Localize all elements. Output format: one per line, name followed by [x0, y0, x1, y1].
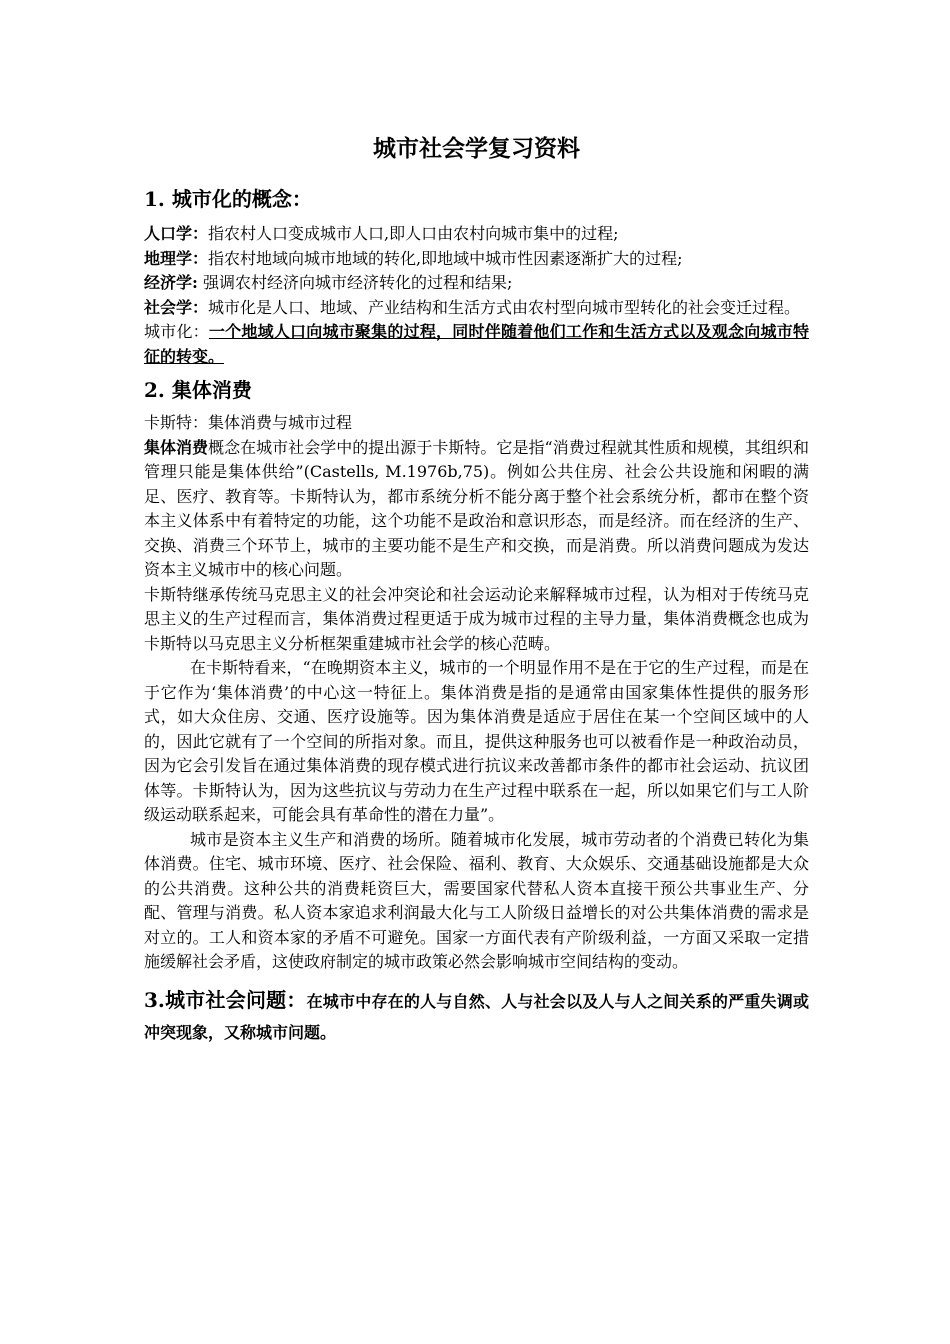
term-label: 集体消费 [144, 437, 209, 457]
definition-geography [144, 247, 809, 272]
document-content [144, 132, 809, 1048]
paragraph-text: 概念在城市社会学中的提出源于卡斯特。它是指“消费过程就其性质和规模，其组织和管理只能是集体供给”(Castells, M.1976b,75)。例如公共住房、社会公共设施和闲暇的满足、医疗、教育等。卡斯特认为，都市系统分析不能分离于整个社会系统分析，都市在整个资本主义体系中有着特定的功能，这个功能不是政治和意识形态，而是经济。而在经济的生产、交换、消费三个环节上，城市的主要功能不是生产和交换，而是消费。所以消费问题成为发达资本主义城市中的核心问题。 [144, 437, 809, 579]
term-text: 城市化是人口、地域、产业结构和生活方式由农村型向城市型转化的社会变迁过程。 [208, 297, 801, 317]
urbanization-definition [144, 320, 809, 369]
section3-heading: 3.城市社会问题： [144, 987, 307, 1012]
term-text: 强调农村经济向城市经济转化的过程和结果; [197, 273, 513, 292]
term-label: 人口学： [144, 224, 209, 243]
definition-demography [144, 222, 809, 247]
term-label: 社会学： [144, 297, 209, 317]
term-label: 地理学： [144, 248, 209, 268]
section3-text: 在城市中存在的人与自然、人与社会以及人与人之间关系的严重失调或冲突现象，又称城市问题。 [144, 991, 809, 1042]
page-title: 城市社会学复习资料 [373, 135, 580, 162]
section2-paragraph-2: 卡斯特继承传统马克思主义的社会冲突论和社会运动论来解释城市过程，认为相对于传统马克思主义的生产过程而言，集体消费过程更适于成为城市过程的主导力量，集体消费概念也成为卡斯特以马克思主义分析框架重建城市社会学的核心范畴。 [144, 584, 809, 653]
definition-sociology [144, 296, 809, 321]
section2-paragraph-1 [144, 436, 809, 583]
definition-label: 城市化： [144, 322, 209, 341]
section2-heading: 2. 集体消费 [144, 378, 252, 402]
section3-block [144, 985, 809, 1048]
section1-heading: 1. 城市化的概念： [144, 187, 312, 211]
term-text: 指农村人口变成城市人口,即人口由农村向城市集中的过程; [208, 224, 619, 243]
section2-paragraph-3: 在卡斯特看来，“在晚期资本主义，城市的一个明显作用不是在于它的生产过程，而是在于它作为‘集体消费’的中心这一特征上。集体消费是指的是通常由国家集体性提供的服务形式，如大众住房、交通、医疗设施等。因为集体消费是适应于居住在某一个空间区域中的人的，因此它就有了一个空间的所指对象。而且，提供这种服务也可以被看作是一种政治动员，因为它会引发旨在通过集体消费的现存模式进行抗议来改善都市条件的都市社会运动、抗议团体等。卡斯特认为，因为这些抗议与劳动力在生产过程中联系在一起，所以如果它们与工人阶级运动联系起来，可能会具有革命性的潜在力量”。 [144, 658, 809, 824]
term-text: 指农村地域向城市地域的转化,即地域中城市性因素逐渐扩大的过程; [208, 248, 683, 268]
definition-economics [144, 271, 809, 296]
term-label: 经济学: [144, 273, 198, 292]
section2-subtitle: 卡斯特：集体消费与城市过程 [144, 413, 353, 432]
definition-text: 一个地域人口向城市聚集的过程，同时伴随着他们工作和生活方式以及观念向城市特征的转变。 [144, 322, 809, 366]
section2-paragraph-4: 城市是资本主义生产和消费的场所。随着城市化发展，城市劳动者的个消费已转化为集体消费。住宅、城市环境、医疗、社会保险、福利、教育、大众娱乐、交通基础设施都是大众的公共消费。这种公共的消费耗资巨大，需要国家代替私人资本直接干预公共事业生产、分配、管理与消费。私人资本家追求利润最大化与工人阶级日益增长的对公共集体消费的需求是对立的。工人和资本家的矛盾不可避免。国家一方面代表有产阶级利益，一方面又采取一定措施缓解社会矛盾，这使政府制定的城市政策必然会影响城市空间结构的变动。 [144, 829, 809, 971]
